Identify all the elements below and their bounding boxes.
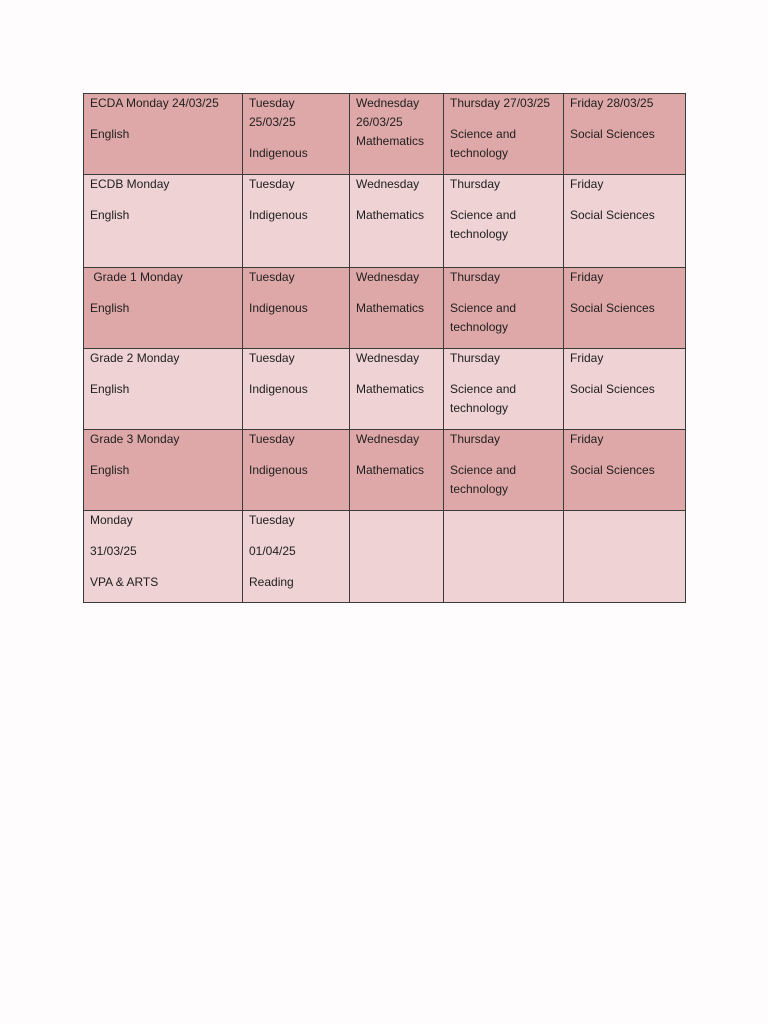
cell-ecda-tuesday [243,94,350,175]
cell-heading: Thursday [450,270,501,284]
cell-extra-tuesday [243,511,350,603]
timetable [83,93,686,603]
cell-date: 26/03/25 [356,115,403,129]
cell-grade2-monday [84,349,243,430]
cell-subject: Social Sciences [570,463,655,477]
cell-heading: Grade 1 Monday [90,270,183,284]
cell-subject: Mathematics [356,208,425,222]
cell-heading: Friday 28/03/25 [570,96,654,110]
cell-extra-empty-3 [564,511,686,603]
cell-subject: Indigenous [249,463,308,477]
cell-extra-monday [84,511,243,603]
cell-subject: Science and [450,301,517,315]
cell-ecdb-friday [564,175,686,268]
cell-ecda-monday [84,94,243,175]
cell-grade1-thursday [444,268,564,349]
cell-grade3-wednesday [350,430,444,511]
cell-heading: Friday [570,351,604,365]
cell-heading: Wednesday [356,270,420,284]
cell-subject: Indigenous [249,301,308,315]
cell-date: 31/03/25 [90,544,137,558]
cell-subject: Mathematics [356,463,425,477]
cell-heading: Tuesday [249,177,295,191]
cell-heading: Wednesday [356,351,420,365]
cell-subject: English [90,301,130,315]
cell-heading: ECDA Monday 24/03/25 [90,96,219,110]
cell-subject: Social Sciences [570,127,655,141]
cell-subject: Social Sciences [570,301,655,315]
timetable-row-extra [84,511,686,603]
cell-heading: Tuesday [249,432,295,446]
timetable-row-grade-3 [84,430,686,511]
cell-heading: Tuesday [249,351,295,365]
cell-heading: Thursday [450,432,501,446]
cell-subject: Indigenous [249,146,308,160]
timetable-row-grade-1 [84,268,686,349]
cell-subject: Science and [450,382,517,396]
cell-ecdb-tuesday [243,175,350,268]
cell-subject: Indigenous [249,382,308,396]
cell-subject-cont: technology [450,146,509,160]
cell-subject: Mathematics [356,382,425,396]
cell-heading: Tuesday [249,270,295,284]
cell-grade2-friday [564,349,686,430]
cell-heading: Thursday [450,177,501,191]
cell-subject: Science and [450,463,517,477]
cell-heading: Wednesday [356,432,420,446]
cell-heading: Thursday 27/03/25 [450,96,551,110]
timetable-row-grade-2 [84,349,686,430]
cell-ecda-wednesday [350,94,444,175]
cell-subject: English [90,208,130,222]
cell-subject: Indigenous [249,208,308,222]
cell-grade1-tuesday [243,268,350,349]
cell-heading: Friday [570,177,604,191]
cell-subject: Mathematics [356,134,425,148]
cell-grade1-monday [84,268,243,349]
cell-subject-cont: technology [450,482,509,496]
timetable-row-ecdb [84,175,686,268]
cell-grade2-thursday [444,349,564,430]
cell-ecdb-wednesday [350,175,444,268]
cell-subject: Mathematics [356,301,425,315]
cell-subject-cont: technology [450,227,509,241]
cell-subject: English [90,127,130,141]
cell-grade2-wednesday [350,349,444,430]
cell-subject: English [90,382,130,396]
cell-heading: Monday [90,513,133,527]
cell-extra-empty-2 [444,511,564,603]
cell-heading: Friday [570,432,604,446]
cell-heading: Tuesday 25/03/25 [249,96,296,129]
cell-ecda-friday [564,94,686,175]
cell-heading: Tuesday [249,513,295,527]
cell-grade3-monday [84,430,243,511]
cell-heading: Thursday [450,351,501,365]
cell-grade1-wednesday [350,268,444,349]
cell-heading: Grade 2 Monday [90,351,180,365]
cell-date: 01/04/25 [249,544,296,558]
timetable-row-ecda [84,94,686,175]
cell-heading: Grade 3 Monday [90,432,180,446]
cell-subject-cont: technology [450,320,509,334]
cell-grade2-tuesday [243,349,350,430]
cell-ecdb-monday [84,175,243,268]
cell-extra-empty-1 [350,511,444,603]
cell-ecdb-thursday [444,175,564,268]
cell-subject: Social Sciences [570,208,655,222]
cell-subject: Social Sciences [570,382,655,396]
cell-subject: VPA & ARTS [90,575,159,589]
cell-subject: Science and [450,127,517,141]
cell-grade3-tuesday [243,430,350,511]
cell-heading: ECDB Monday [90,177,170,191]
cell-heading: Wednesday [356,177,420,191]
cell-subject: English [90,463,130,477]
cell-heading: Friday [570,270,604,284]
cell-grade3-friday [564,430,686,511]
cell-subject: Science and [450,208,517,222]
cell-grade1-friday [564,268,686,349]
cell-heading: Wednesday [356,96,420,110]
cell-ecda-thursday [444,94,564,175]
cell-subject-cont: technology [450,401,509,415]
cell-subject: Reading [249,575,294,589]
cell-grade3-thursday [444,430,564,511]
